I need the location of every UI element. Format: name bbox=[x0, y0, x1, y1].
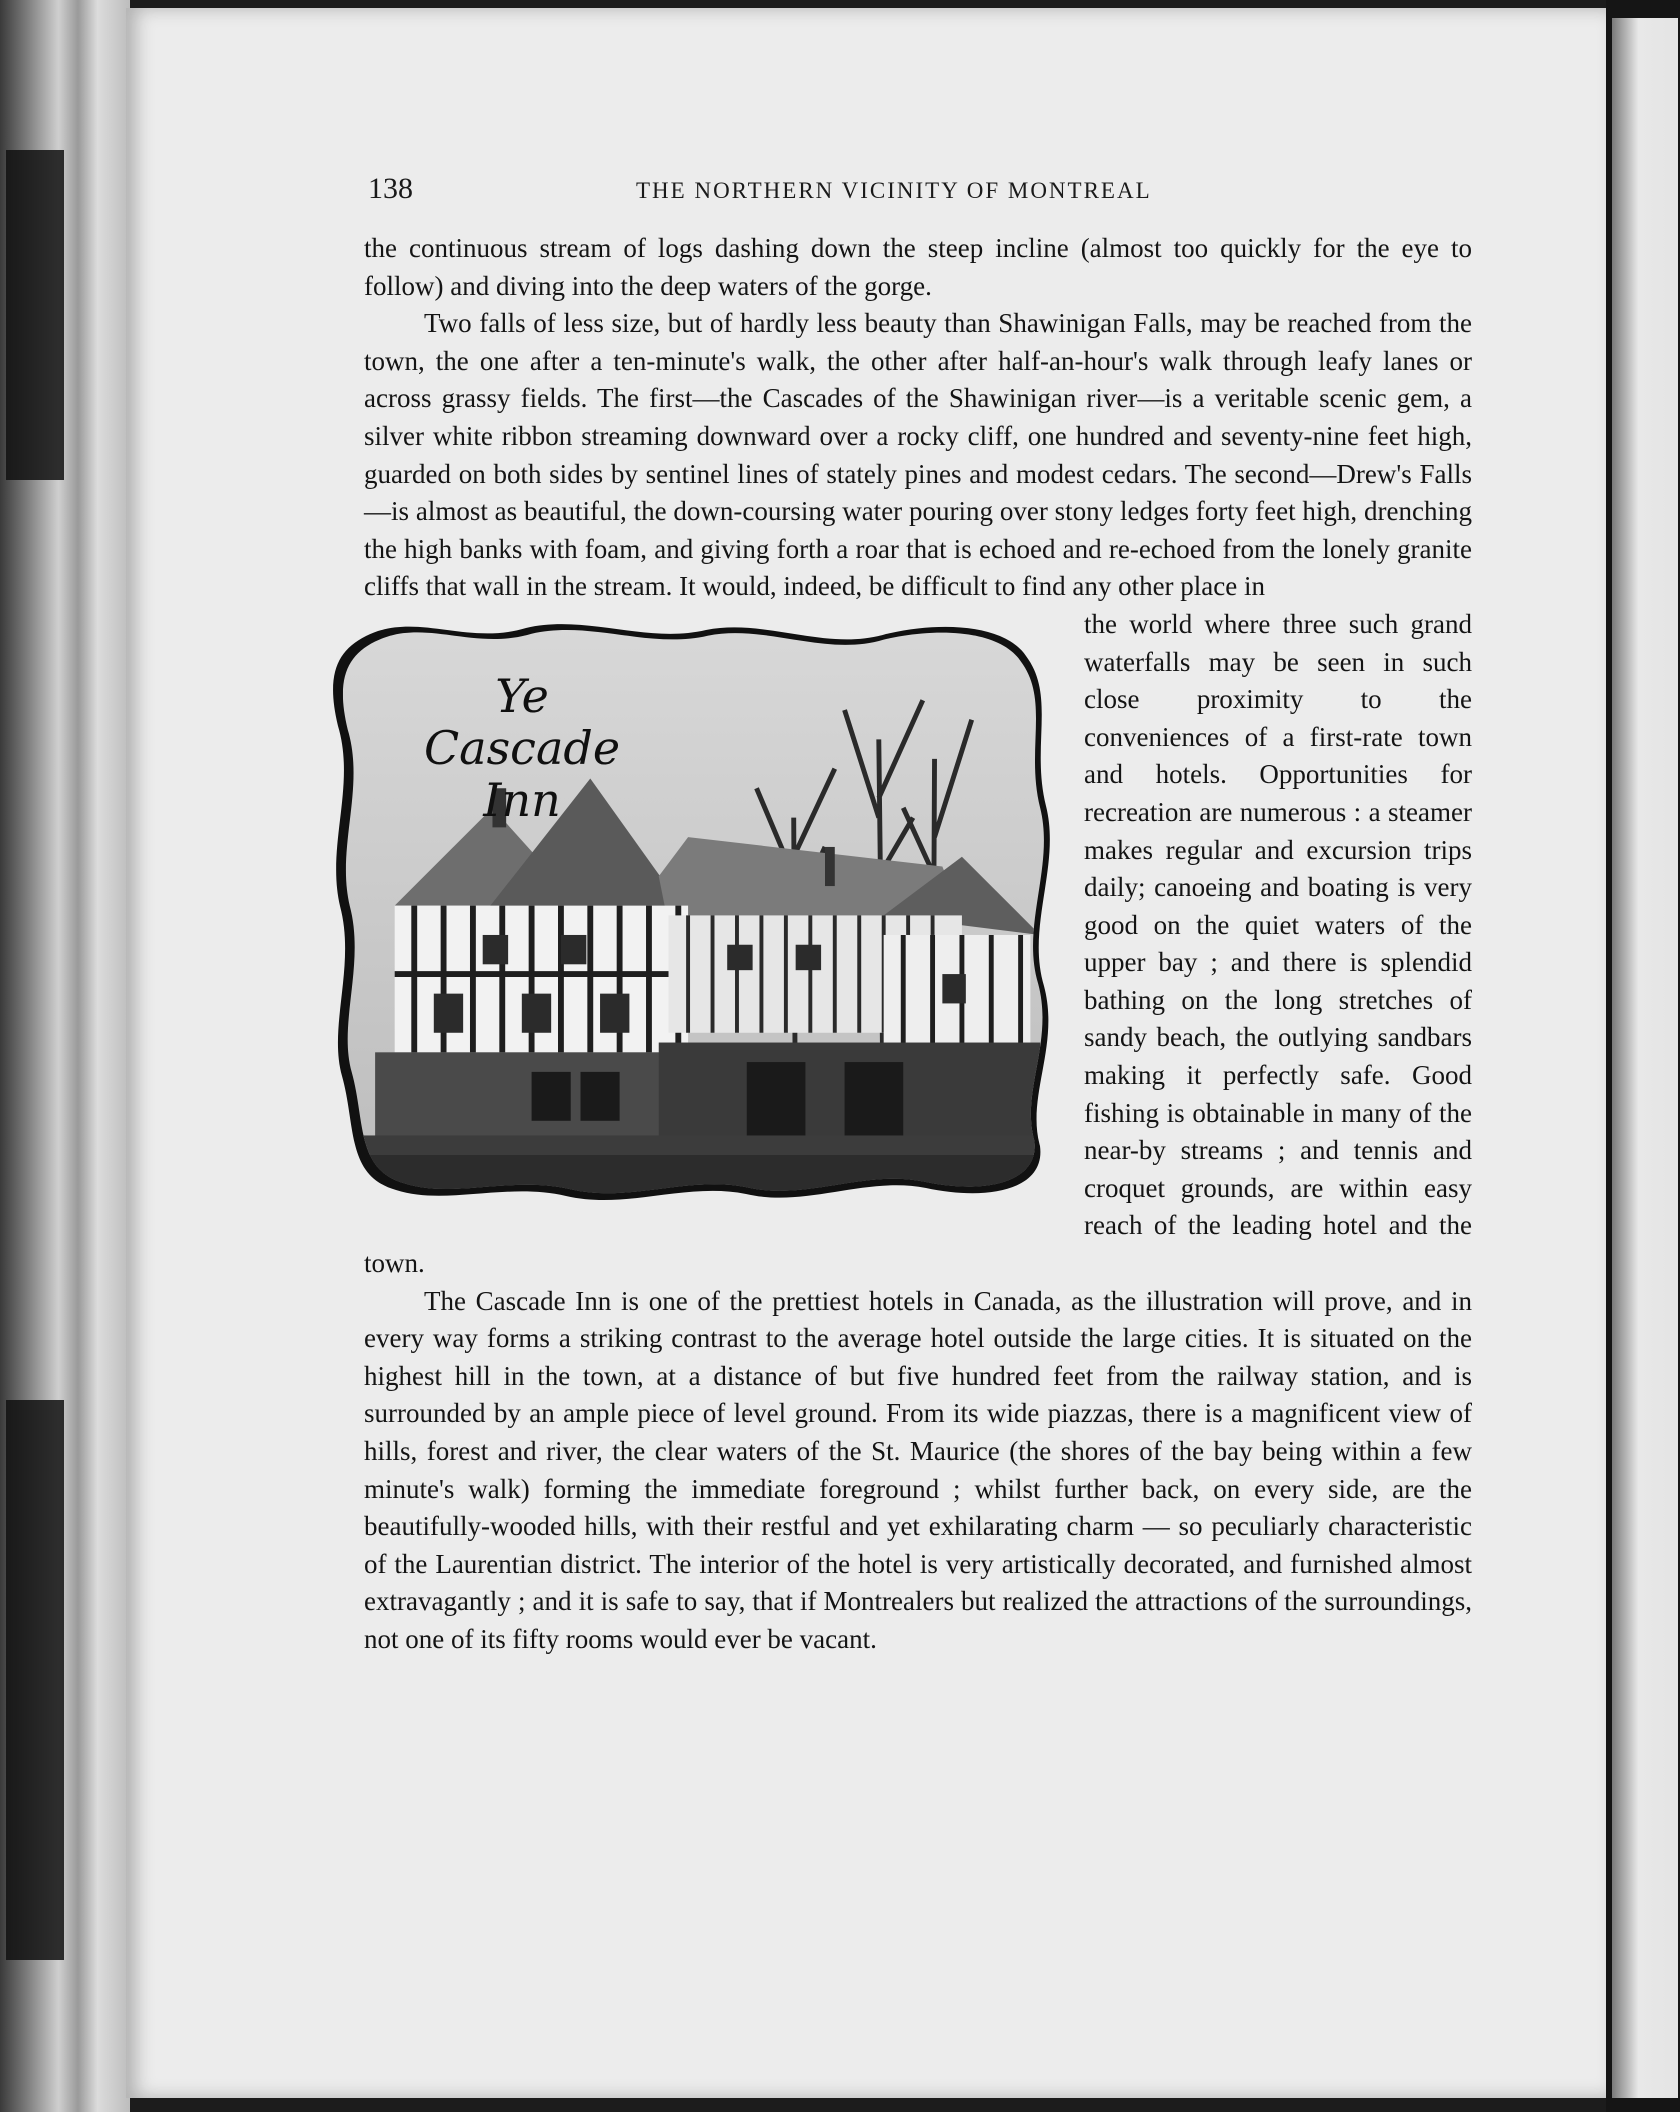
paragraph-4: The Cascade Inn is one of the prettiest hotels in Canada, as the illustration will prove, and in every way forms a striking contrast to the average hotel outside the large cities. It is situated on the highest hill in the town, at a distance of but five hundred feet from the railway station, and is surrounded by an ample piece of level ground. From its wide piazzas, there is a magnificent view of hills, forest and river, the clear waters of the St. Maurice (the shores of the bay being within a few minute's walk) forming the immediate foreground ; whilst further back, on every side, are the beautifully-wooded hills, with their restful and yet exhilarating charm — so peculiarly characteristic of the Laurentian district. The interior of the hotel is very artistically decorated, and furnished almost extravagantly ; and it is safe to say, that if Montrealers but realized the attractions of the surroundings, not one of its fifty rooms would ever be vacant. bbox=[364, 1285, 1472, 1654]
running-head: THE NORTHERN VICINITY OF MONTREAL bbox=[636, 178, 1152, 203]
page-body bbox=[364, 230, 1472, 1659]
caption-line-1: Ye Cascade bbox=[423, 668, 621, 775]
cascade-inn-illustration bbox=[328, 614, 1064, 1208]
caption-line-2: Inn bbox=[483, 772, 561, 827]
book-page-edges bbox=[0, 0, 130, 2112]
spine-label-upper bbox=[6, 150, 64, 480]
page-header bbox=[368, 172, 1472, 212]
paragraph-1: the continuous stream of logs dashing down the steep incline (almost too quickly for the eye to follow) and diving into the deep waters of the gorge. bbox=[364, 233, 1472, 301]
page-number: 138 bbox=[368, 172, 413, 205]
facing-page-edge bbox=[1612, 18, 1678, 2098]
spine-label-lower bbox=[6, 1400, 64, 1960]
paragraph-3: the world where three such grand waterfalls may be seen in such close proximity to the conveniences of a first-rate town and hotels. Opportunities for recreation are numerous : a steamer makes regular and excursion trips daily; canoeing and boating is very good on the quiet waters of the upper bay ; and there is splendid bathing on the long stretches of sandy beach, the outlying sandbars making it perfectly safe. Good fishing is obtainable in many of the near-by streams ; and tennis and croquet grounds, are within easy reach of the leading hotel and the town. bbox=[364, 608, 1472, 1279]
illustration-caption bbox=[392, 670, 652, 826]
paragraph-2: Two falls of less size, but of hardly less beauty than Shawinigan Falls, may be reached from the town, the one after a ten-minute's walk, the other after half-an-hour's walk through leafy lanes or across grassy fields. The first—the Cascades of the Shawinigan river—is a veritable scenic gem, a silver white ribbon streaming downward over a rocky cliff, one hundred and seventy-nine feet high, guarded on both sides by sentinel lines of stately pines and modest cedars. The second—Drew's Falls—is almost as beautiful, the down-coursing water pouring over stony ledges forty feet high, drenching the high banks with foam, and giving forth a roar that is echoed and re-echoed from the lonely granite cliffs that wall in the stream. It would, indeed, be difficult to find any other place in bbox=[364, 308, 1472, 602]
